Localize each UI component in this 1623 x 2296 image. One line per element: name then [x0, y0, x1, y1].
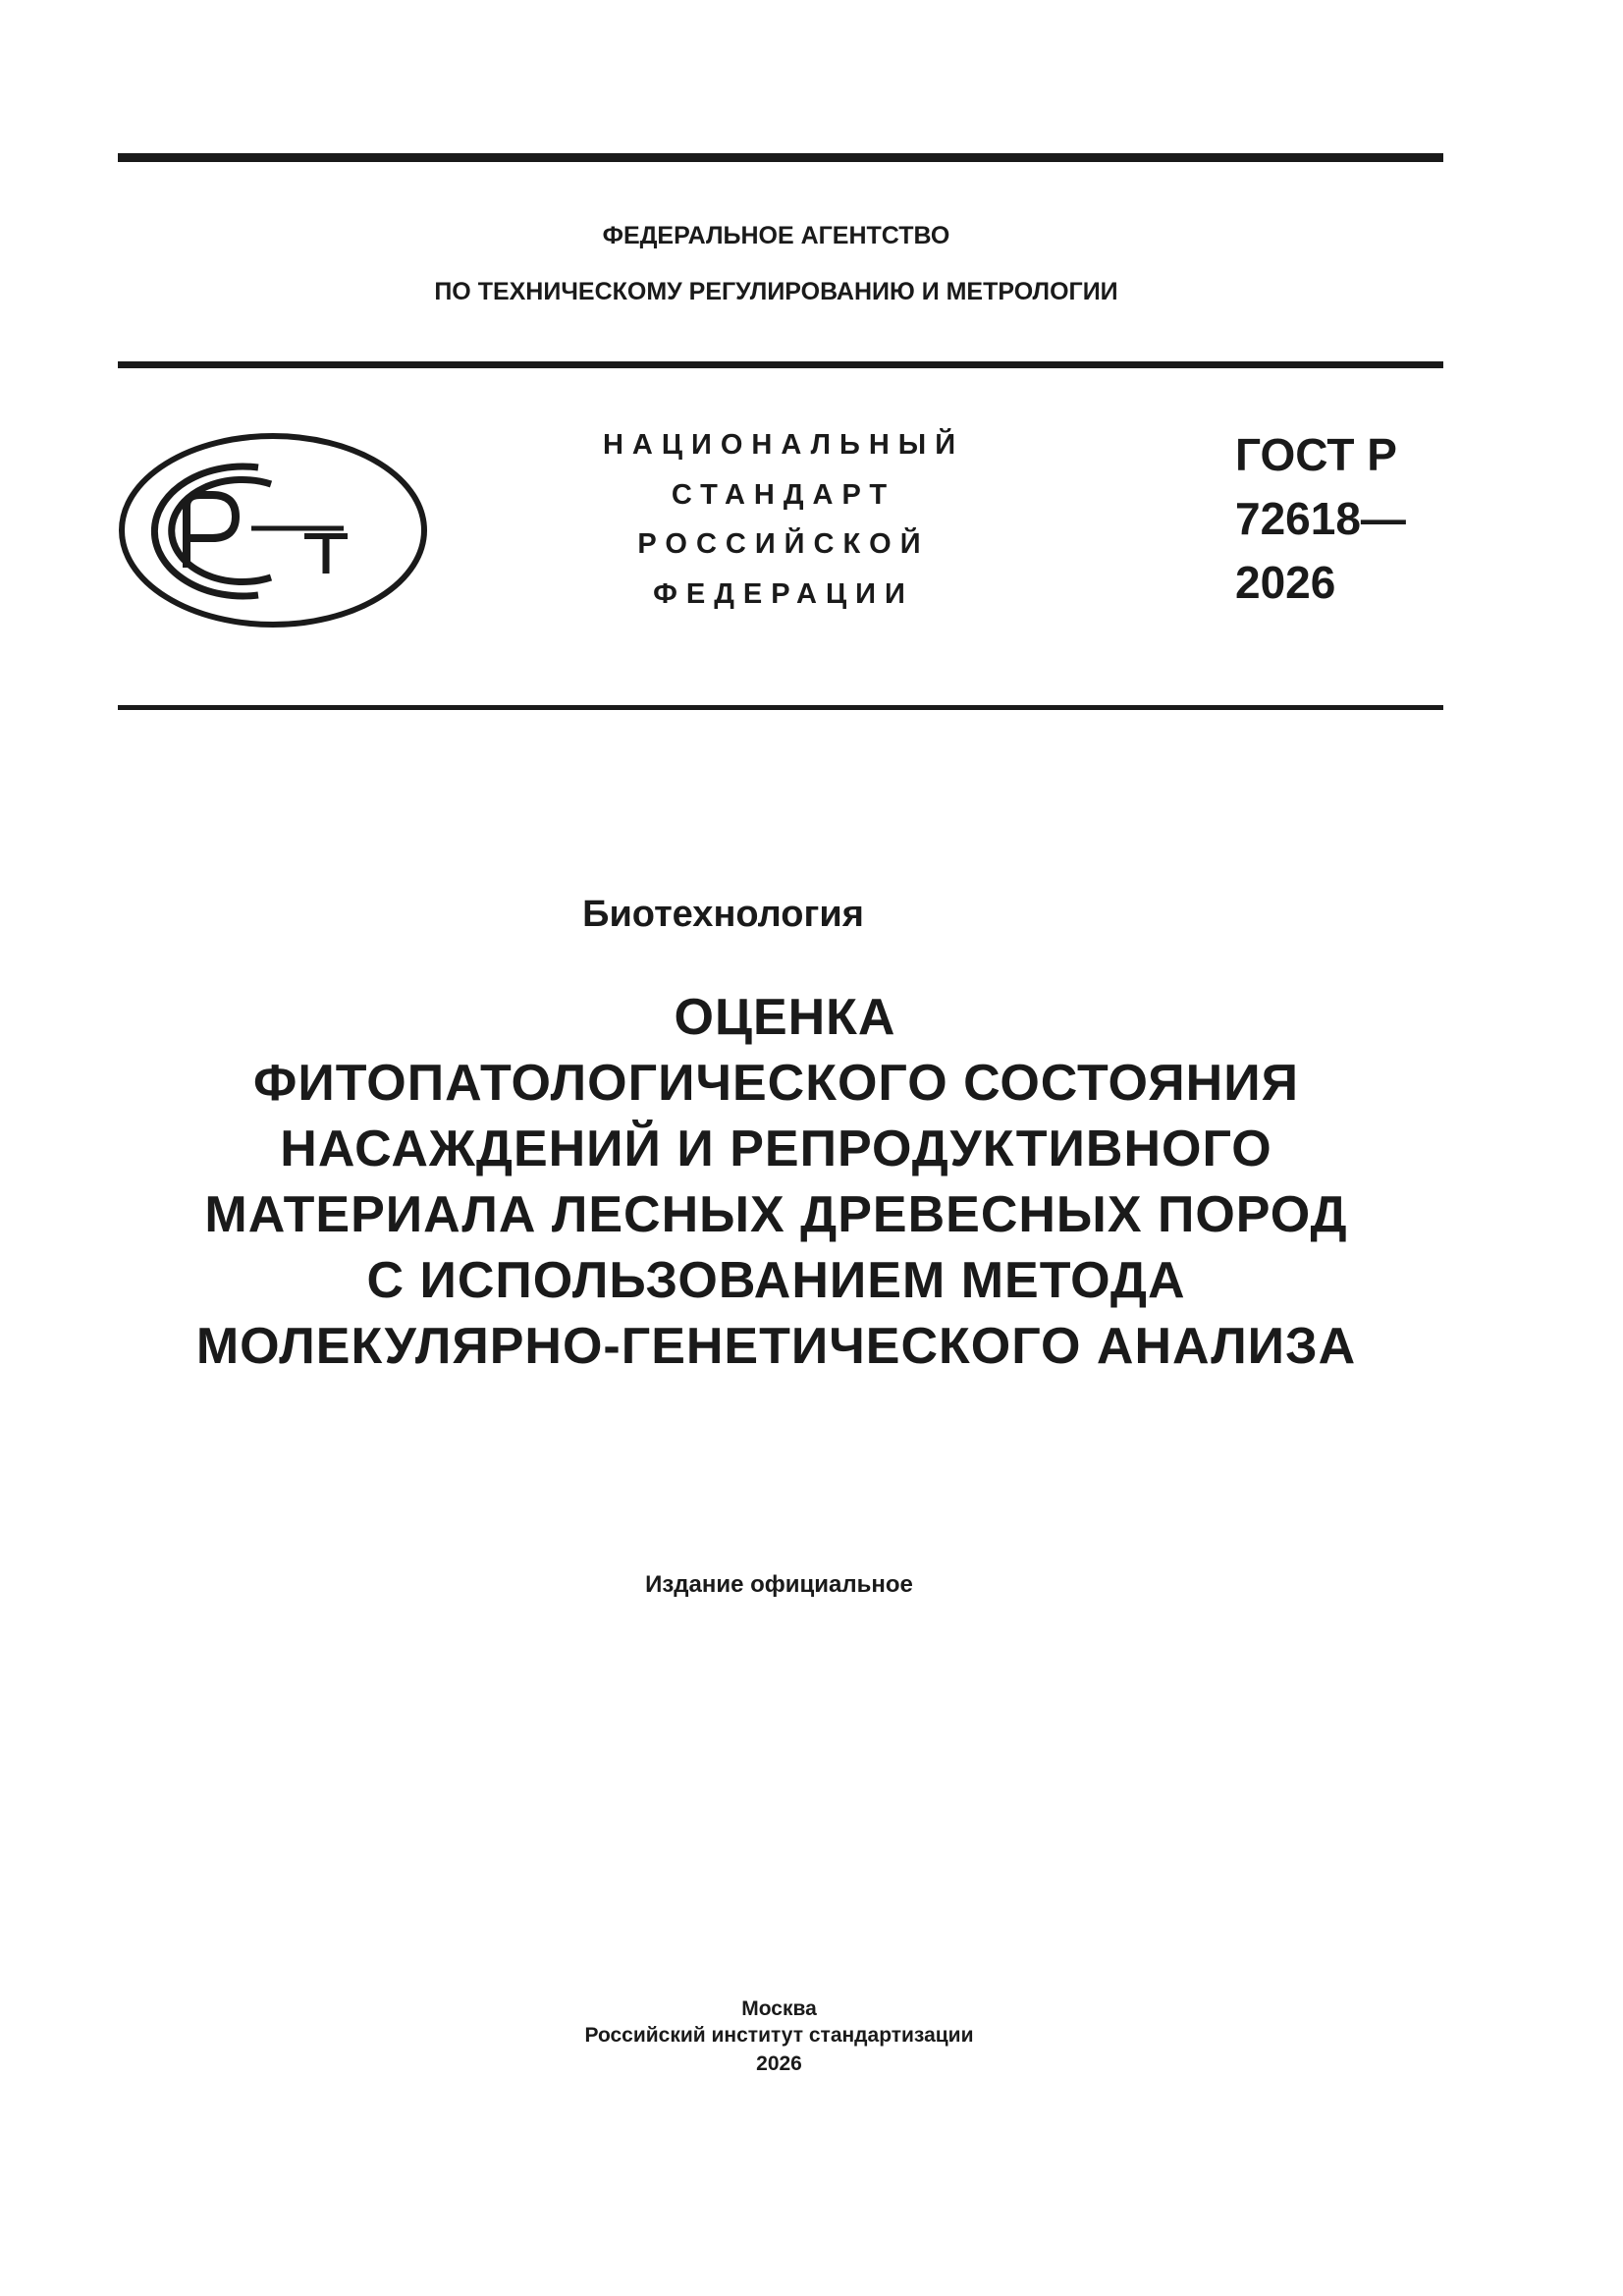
standard-type-line: СТАНДАРТ [671, 479, 896, 511]
imprint-publisher: Российский институт стандартизации [584, 2024, 974, 2047]
bottom-rule [118, 705, 1443, 710]
agency-line-1: ФЕДЕРАЛЬНОЕ АГЕНТСТВО [602, 222, 950, 249]
edition-note: Издание официальное [645, 1571, 913, 1598]
top-rule [118, 153, 1443, 162]
agency-line-2: ПО ТЕХНИЧЕСКОМУ РЕГУЛИРОВАНИЮ И МЕТРОЛОГИИ [434, 278, 1118, 305]
title-line: МАТЕРИАЛА ЛЕСНЫХ ДРЕВЕСНЫХ ПОРОД [204, 1186, 1348, 1243]
imprint-city: Москва [741, 1997, 817, 2020]
imprint-year: 2026 [756, 2052, 802, 2075]
designation-line: 72618— [1235, 493, 1406, 544]
designation-line: 2026 [1235, 557, 1336, 608]
standard-type-line: НАЦИОНАЛЬНЫЙ [602, 429, 965, 461]
middle-rule [118, 361, 1443, 368]
title-line: МОЛЕКУЛЯРНО-ГЕНЕТИЧЕСКОГО АНАЛИЗА [195, 1318, 1357, 1375]
title-line: С ИСПОЛЬЗОВАНИЕМ МЕТОДА [366, 1252, 1186, 1309]
standard-type-line: РОССИЙСКОЙ [637, 528, 930, 560]
standard-type-line: ФЕДЕРАЦИИ [653, 578, 914, 610]
designation-line: ГОСТ Р [1235, 429, 1397, 480]
title-line: ФИТОПАТОЛОГИЧЕСКОГО СОСТОЯНИЯ [253, 1055, 1299, 1112]
title-line: ОЦЕНКА [674, 989, 896, 1046]
subject-heading: Биотехнология [582, 894, 864, 935]
rst-emblem-icon [116, 430, 430, 631]
title-line: НАСАЖДЕНИЙ И РЕПРОДУКТИВНОГО [280, 1121, 1272, 1177]
